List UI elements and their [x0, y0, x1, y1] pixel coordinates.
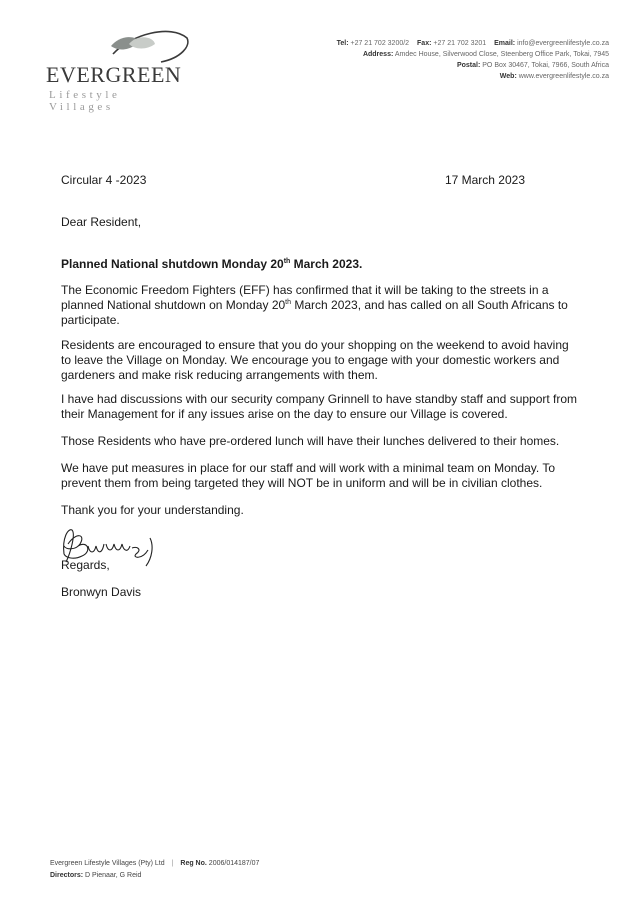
fax-value: +27 21 702 3201	[433, 40, 487, 47]
paragraph-shopping: Residents are encouraged to ensure that you do your shopping on the weekend to avoid having to leave the Village on Monday. We encourage you to engage with your domestic workers and gardeners and make risk reducing arrangements with them.	[61, 338, 569, 382]
subject-sup: th	[283, 258, 291, 265]
contact-line-postal	[337, 60, 609, 71]
footer-company-line	[50, 858, 259, 870]
regards: Regards,	[61, 558, 110, 572]
tel-label: Tel:	[336, 40, 349, 47]
para1-post: March 2023, and has called on all South Africans to participate.	[61, 298, 568, 327]
subject-post: March 2023.	[290, 257, 363, 271]
signatory-name: Bronwyn Davis	[61, 585, 142, 599]
contact-line-phone	[337, 38, 609, 49]
contact-line-web	[337, 71, 609, 82]
letter-date: 17 March 2023	[444, 173, 525, 187]
directors-label: Directors:	[50, 872, 84, 879]
paragraph-eff	[61, 283, 581, 328]
paragraph-security: I have had discussions with our security company Grinnell to have standby staff and support from their Management for if any issues arise on the day to ensure our Village is covered.	[61, 392, 578, 421]
email-label: Email:	[494, 40, 516, 47]
paragraph-staff: We have put measures in place for our staff and will work with a minimal team on Monday. To prevent them from being targeted they will NOT be in uniform and will be in civilian clothes.	[61, 461, 556, 490]
circular-reference: Circular 4 -2023	[61, 173, 147, 187]
reference-line	[61, 173, 525, 187]
reg-label: Reg No.	[180, 860, 207, 867]
footer	[50, 858, 259, 882]
footer-separator: |	[171, 860, 174, 867]
tel-value: +27 21 702 3200/2	[350, 40, 410, 47]
subject-pre: Planned National shutdown Monday 20	[61, 257, 284, 271]
web-label: Web:	[499, 73, 517, 80]
paragraph-lunch: Those Residents who have pre-ordered lunch will have their lunches delivered to their homes.	[61, 434, 560, 448]
para1-sup: th	[285, 299, 292, 306]
contact-block	[337, 38, 609, 82]
footer-company: Evergreen Lifestyle Villages (Pty) Ltd	[50, 860, 165, 867]
closing-thanks: Thank you for your understanding.	[61, 503, 244, 517]
contact-line-address	[337, 49, 609, 60]
company-logo	[46, 24, 186, 113]
salutation: Dear Resident,	[61, 215, 142, 229]
reg-number: 2006/014187/07	[208, 860, 260, 867]
fax-label: Fax:	[417, 40, 432, 47]
footer-directors-line	[50, 870, 259, 882]
email-value: info@evergreenlifestyle.co.za	[517, 40, 609, 47]
postal-value: PO Box 30467, Tokai, 7966, South Africa	[482, 62, 609, 69]
postal-label: Postal:	[456, 62, 481, 69]
directors-names: D Pienaar, G Reid	[85, 872, 142, 879]
address-value: Amdec House, Silverwood Close, Steenberg Office Park, Tokai, 7945	[394, 51, 609, 58]
subject-line	[61, 257, 581, 272]
web-value: www.evergreenlifestyle.co.za	[518, 73, 609, 80]
address-label: Address:	[362, 51, 394, 58]
brand-name: EVERGREEN	[46, 62, 182, 87]
para1-pre: The Economic Freedom Fighters (EFF) has confirmed that it will be taking to the streets in a planned National shutdown on Monday 20	[61, 283, 549, 312]
brand-tagline: Lifestyle Villages	[49, 89, 121, 113]
